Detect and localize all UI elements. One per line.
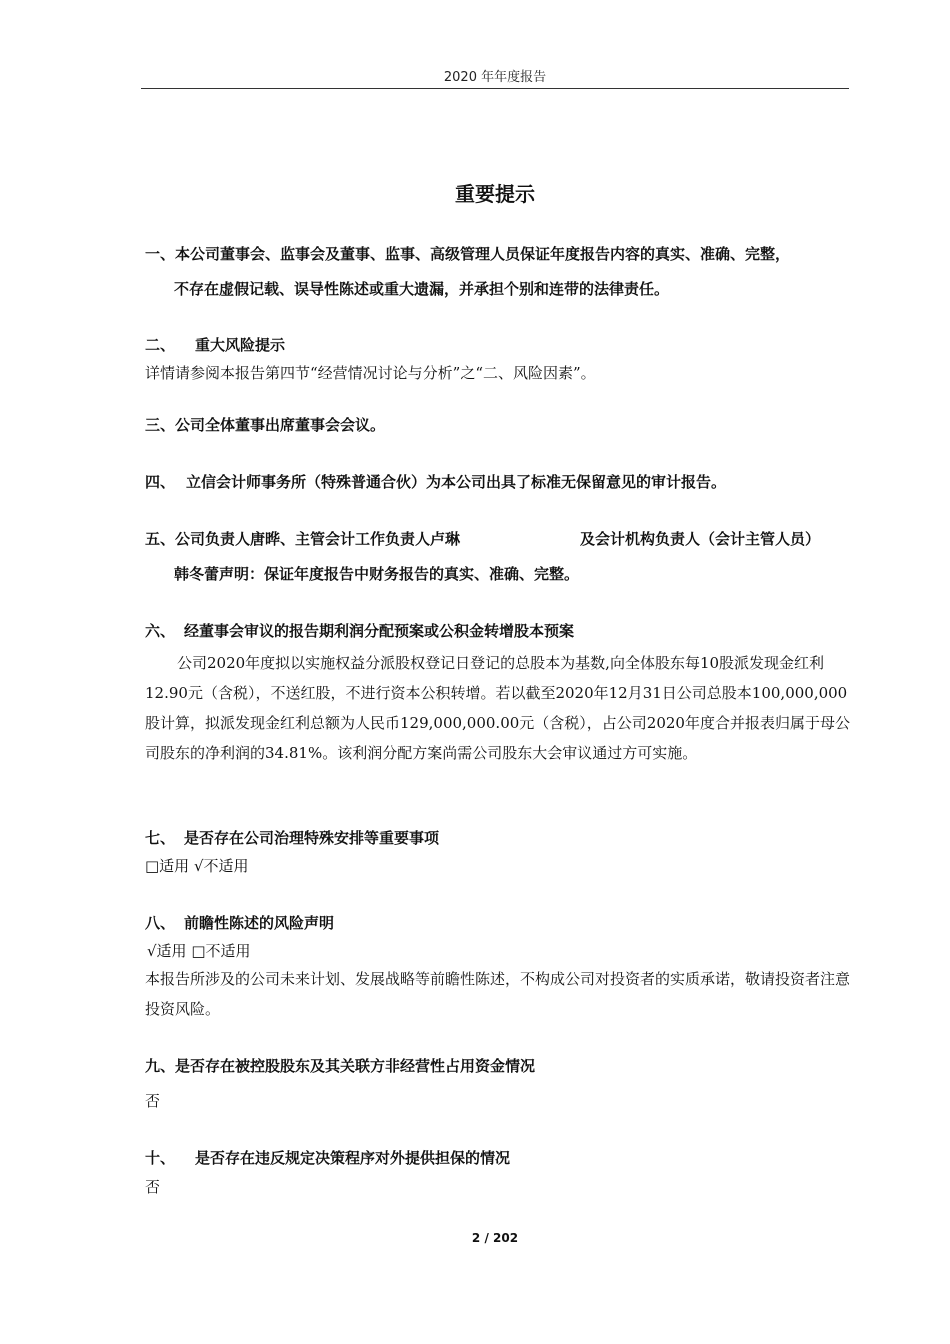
section-6-heading: 经董事会审议的报告期利润分配预案或公积金转增股本预案 <box>184 622 575 640</box>
header-divider <box>141 88 849 89</box>
section-4-text: 立信会计师事务所（特殊普通合伙）为本公司出具了标准无保留意见的审计报告。 <box>186 473 727 491</box>
section-2-body: 详情请参阅本报告第四节“经营情况讨论与分析”之“二、风险因素”。 <box>145 364 596 382</box>
section-6-body: 公司2020年度拟以实施权益分派股权登记日登记的总股本为基数,向全体股东每10股派发现金红利12.90元（含税），不送红股，不进行资本公积转增。若以截至2020年12月31日公司总股本100,000,000股计算，拟派发现金红利总额为人民币129,000,000.00元（含税），占公司2020年度合并报表归属于母公司股东的净利润的34.81%。该利润分配方案尚需公司股东大会审议通过方可实施。 <box>145 654 850 762</box>
section-7-options: □适用 √不适用 <box>145 857 249 875</box>
section-1-line-2: 不存在虚假记载、误导性陈述或重大遗漏，并承担个别和连带的法律责任。 <box>174 280 670 298</box>
section-9-answer: 否 <box>145 1092 161 1110</box>
section-7-number: 七、 <box>145 829 176 847</box>
section-6-number: 六、 <box>145 622 176 640</box>
section-2-number: 二、 <box>145 336 176 354</box>
section-4-number: 四、 <box>145 473 176 491</box>
section-3-text: 三、公司全体董事出席董事会会议。 <box>145 416 386 434</box>
section-5-line-2: 韩冬蕾声明：保证年度报告中财务报告的真实、准确、完整。 <box>174 565 580 583</box>
section-10-heading: 是否存在违反规定决策程序对外提供担保的情况 <box>195 1149 511 1167</box>
page-number: 2 / 202 <box>471 1231 519 1245</box>
section-8-heading: 前瞻性陈述的风险声明 <box>184 914 335 932</box>
running-header: 2020 年年度报告 <box>443 70 547 85</box>
section-10-number: 十、 <box>145 1149 176 1167</box>
section-1-line-1: 一、本公司董事会、监事会及董事、监事、高级管理人员保证年度报告内容的真实、准确、完整， <box>145 245 791 263</box>
section-8-options: √适用 □不适用 <box>147 942 251 960</box>
section-8-number: 八、 <box>145 914 176 932</box>
section-8-body: 本报告所涉及的公司未来计划、发展战略等前瞻性陈述，不构成公司对投资者的实质承诺，敬请投资者注意投资风险。 <box>145 970 851 1018</box>
section-7-heading: 是否存在公司治理特殊安排等重要事项 <box>184 829 440 847</box>
page-title: 重要提示 <box>455 182 535 206</box>
section-10-answer: 否 <box>145 1178 161 1196</box>
section-9-heading: 九、是否存在被控股股东及其关联方非经营性占用资金情况 <box>145 1057 536 1075</box>
section-5-part-2: 及会计机构负责人（会计主管人员） <box>580 530 821 548</box>
section-2-heading: 重大风险提示 <box>195 336 286 354</box>
section-5-part-1: 五、公司负责人唐晔、主管会计工作负责人卢琳 <box>145 530 461 548</box>
